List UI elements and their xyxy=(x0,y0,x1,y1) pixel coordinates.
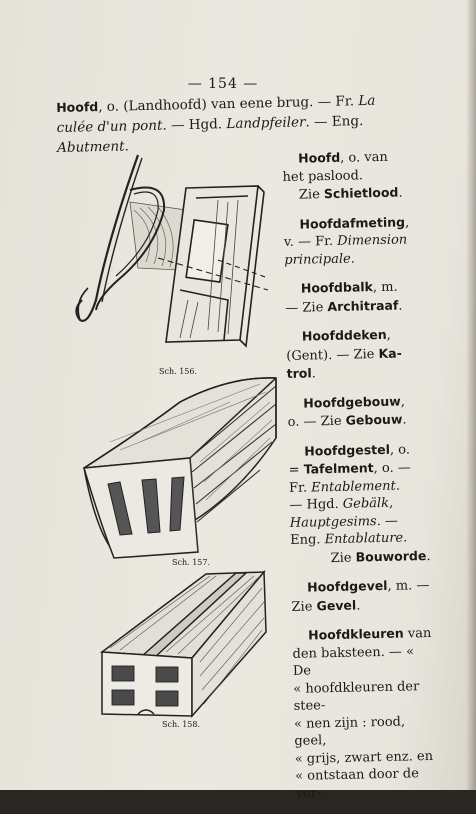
entry-text: Fr. xyxy=(288,479,312,496)
entry-line xyxy=(283,183,423,204)
headword-de: Landpfeiler xyxy=(226,114,306,133)
entry-text: « nen zijn : rood, geel, xyxy=(293,714,406,749)
entry-text: . xyxy=(402,412,407,428)
entry-text: « ontstaan door de ver- xyxy=(294,766,420,802)
entry-term: Hoofdbalk xyxy=(300,279,374,296)
headword-sep: . — Hgd. xyxy=(162,116,227,134)
entry-text: , xyxy=(388,495,394,511)
entry-term: Hoofdkleuren xyxy=(308,625,404,643)
entry-text: « grijs, zwart enz. en xyxy=(294,748,434,767)
entry-term: Gevel xyxy=(316,597,357,613)
entry-text: = xyxy=(288,462,304,478)
page-edge-shadow xyxy=(466,0,476,790)
headword-sep2: . — Eng. xyxy=(305,113,364,131)
entry-text: , xyxy=(404,214,410,230)
entry-term: Bouworde xyxy=(355,547,427,565)
entry-text: . — xyxy=(376,513,399,529)
entry-text: , o. van xyxy=(340,149,388,166)
entry-text: het paslood. xyxy=(282,167,364,185)
entry-line xyxy=(294,712,435,750)
entry-line xyxy=(291,576,431,597)
entry-text: . xyxy=(395,478,401,494)
entry-text: Zie xyxy=(330,550,356,566)
entry-text: (Gent). — Zie xyxy=(286,346,379,364)
entry-foreign-term: Entablature xyxy=(324,530,404,548)
entry-text: , xyxy=(400,393,406,410)
entry-line xyxy=(289,458,429,479)
entry-text: . xyxy=(350,250,356,267)
entry-text: , o. — xyxy=(373,460,411,477)
headword-fr-a: La xyxy=(358,92,376,110)
entry-text: , m. — xyxy=(387,578,430,594)
caption-158: Sch. 158. xyxy=(162,720,201,729)
entry-text: . xyxy=(398,298,403,314)
figure-157-drawing xyxy=(80,372,282,560)
entry-term: Hoofdgebouw xyxy=(303,393,401,411)
entry-line xyxy=(287,362,427,383)
entry-term: Tafelment xyxy=(303,460,374,477)
entry-line xyxy=(291,594,431,615)
caption-157: Sch. 157. xyxy=(172,558,211,567)
entry-hoofdgebouw xyxy=(287,392,428,432)
entry-text: , o. xyxy=(389,441,411,458)
entry-hoofddeken xyxy=(286,325,427,383)
entry-foreign-term: Entablement xyxy=(310,478,396,495)
entry-hoofdgevel xyxy=(291,576,432,616)
entry-line xyxy=(295,765,436,803)
entry-term: Hoofdgestel xyxy=(304,441,391,459)
entry-text: . xyxy=(426,548,431,564)
headword-en: Abutment xyxy=(56,138,125,156)
entry-text: v. — Fr. xyxy=(283,233,338,250)
entry-text: o. — Zie xyxy=(287,413,346,430)
entry-term: Ka- xyxy=(378,345,402,361)
entry-text: « hoofdkleuren der stee- xyxy=(293,678,420,714)
figure-158-drawing xyxy=(96,566,272,722)
headword-fr-b: culée d'un pont xyxy=(56,117,163,136)
entry-term: Hoofddeken xyxy=(301,326,387,344)
entry-hoofdafmeting xyxy=(283,213,424,269)
entry-hoofdgestel xyxy=(288,440,431,568)
entry-line xyxy=(284,249,424,269)
entry-line xyxy=(284,231,424,251)
entry-hoofd2 xyxy=(282,147,423,204)
entry-text: Zie xyxy=(291,598,317,615)
entry-text: , xyxy=(386,327,392,343)
entry-foreign-term: Dimension xyxy=(337,232,408,249)
entry-text: . xyxy=(398,185,403,201)
entry-text: Eng. xyxy=(290,532,325,548)
entry-text: den baksteen. — « De xyxy=(292,643,415,679)
entry-term: Hoofd xyxy=(298,149,341,166)
entry-line xyxy=(288,410,428,431)
entry-line xyxy=(292,624,432,645)
caption-156: Sch. 156. xyxy=(159,367,198,376)
entry-term: Schietlood xyxy=(323,184,399,202)
entry-text: . xyxy=(356,597,361,614)
entry-hoofdbalk xyxy=(285,277,426,317)
entry-foreign-term: Hauptgesims xyxy=(289,513,377,531)
entry-hoofdkleuren xyxy=(292,624,436,803)
entry-term: Hoofdgevel xyxy=(307,577,388,595)
entry-text: — Zie xyxy=(285,299,328,316)
entry-term: Architraaf xyxy=(327,297,399,314)
entry-foreign-term: principale xyxy=(284,251,351,268)
entry-text: — Hgd. xyxy=(289,496,343,513)
entries-column xyxy=(282,147,436,814)
headword-end: . xyxy=(124,138,130,155)
entry-foreign-term: Gebälk xyxy=(342,495,390,512)
figure-156-drawing xyxy=(68,150,278,365)
entry-line xyxy=(293,677,434,715)
entry-line xyxy=(290,546,430,567)
headword-term: Hoofd xyxy=(56,99,99,115)
entry-text: . xyxy=(403,530,408,546)
entry-term: trol xyxy=(286,365,312,381)
entry-line xyxy=(285,296,425,317)
headword-def: , o. (Landhoofd) van eene brug. — Fr. xyxy=(98,93,359,116)
entry-term: Hoofdafmeting xyxy=(299,213,406,232)
entry-text: Zie xyxy=(298,187,325,203)
entry-text: , m. xyxy=(372,279,398,296)
entry-term: Gebouw xyxy=(345,411,403,428)
entry-text: . xyxy=(311,366,317,382)
entry-text: van xyxy=(403,625,432,642)
entry-line xyxy=(292,642,433,680)
page-number: — 154 — xyxy=(187,76,259,92)
